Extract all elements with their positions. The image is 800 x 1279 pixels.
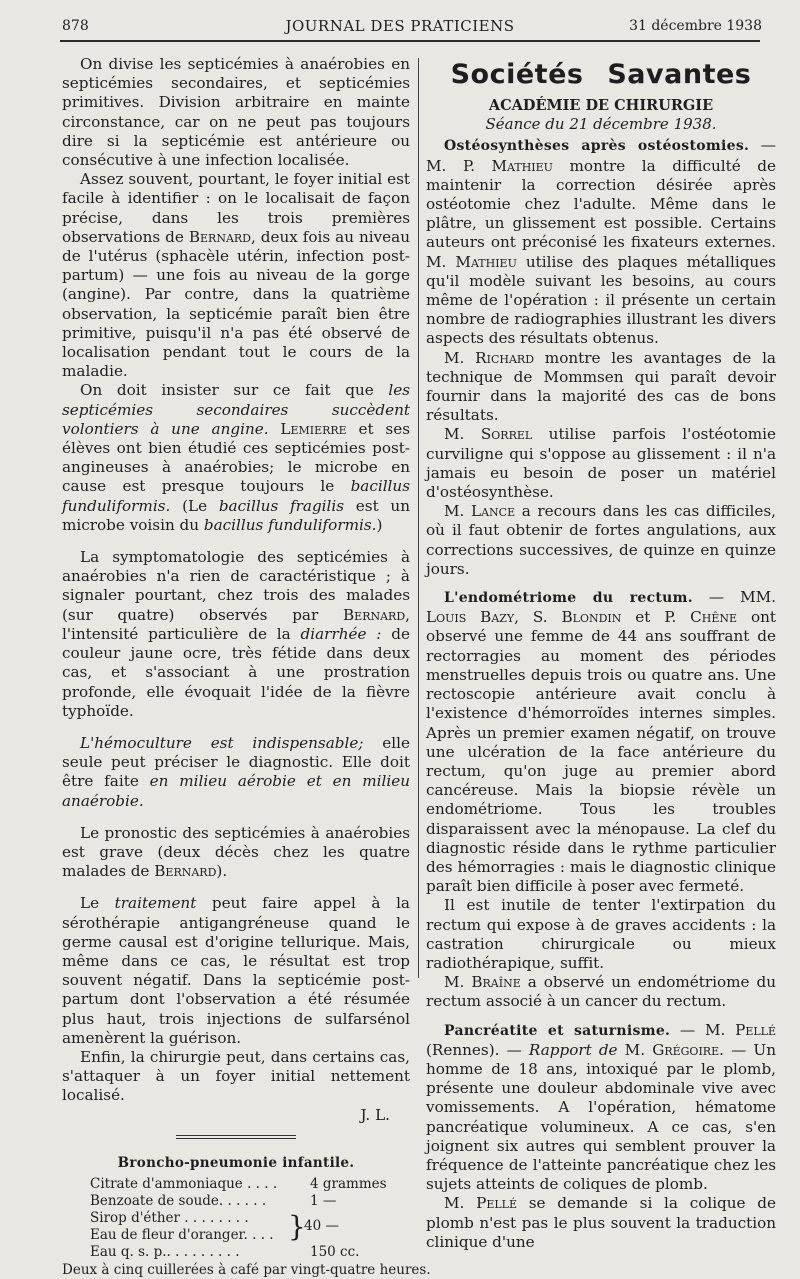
paragraph: On doit insister sur ce fait que les septicémies secondaires succèdent volontiers à une angine. Lemierre et ses élèves ont bien étudié ces septicémies post-angineuses à anaérobies; le microbe en cause est presque toujours le bacillus funduliformis. (Le bacillus fragilis est un microbe voisin du bacillus funduliformis.) (62, 381, 411, 534)
paragraph: Le traitement peut faire appel à la sérothérapie antigangréneuse quand le germe causal est d'origine tellurique. Mais, même dans ce cas, le résultat est trop souvent négatif. Dans la septicémie post-partum dont l'observation a été résumée plus haut, trois injections de sulfarsénol amenèrent la guérison. (62, 894, 410, 1047)
paragraph: M. Richard montre les avantages de la technique de Mommsen qui paraît devoir fournir dans la majorité des cas de bons résultats. (426, 348, 776, 425)
page-number: 878 (62, 18, 89, 34)
paragraph: Pancréatite et saturnisme. — M. Pellé (Rennes). — Rapport de M. Grégoire. — Un homme de 18 ans, intoxiqué par le plomb, présente une douleur abdominale vive avec vomissements. A l'opération, hématome pancréatique volumineux. A ce cas, s'en joignent six autres qui semblent prouver la fréquence de l'atteinte pancréatique chez les sujets atteints de coliques de plomb. (426, 1020, 776, 1194)
right-column (426, 55, 776, 1252)
left-column (62, 55, 431, 1279)
prescription (62, 1154, 431, 1279)
separator-rule (176, 1135, 296, 1139)
paragraph: L'endométriome du rectum. — MM. Louis Bazy, S. Blondin et P. Chêne ont observé une femme de 44 ans souffrant de rectorragies au moment des périodes menstruelles depuis trois ou quatre ans. Une rectoscopie antérieure avait conclu à l'existence d'hémorroïdes internes simples. Après un premier examen négatif, on trouve une ulcération de la face antérieure du rectum, qu'on juge au premier abord cancéreuse. Mais la biopsie révèle un endométriome. Tous les troubles disparaissent avec la ménopause. La clef du diagnostic réside dans le rythme particulier des hémorragies : mais le diagnostic clinique paraît bien difficile à poser avec fermeté. (426, 588, 777, 896)
paragraph: L'hémoculture est indispensable; elle seule peut préciser le diagnostic. Elle doit être faite en milieu aérobie et en milieu anaérobie. (62, 733, 410, 810)
paragraph: La symptomatologie des septicémies à anaérobies n'a rien de caractéristique ; à signaler pourtant, chez trois des malades (sur quatre) observés par Bernard, l'intensité particulière de la diarrhée : de couleur jaune ocre, très fétide dans deux cas, et s'associant à une prostration profonde, elle évoquait l'idée de la fièvre typhoïde. (62, 548, 410, 720)
prescription-row: Sirop d'éther . . . . . . . . Eau de fleur d'oranger. . . . } 40 — (90, 1209, 339, 1243)
paragraph: Enfin, la chirurgie peut, dans certains cas, s'attaquer à un foyer initial nettement localisé. (62, 1047, 410, 1105)
paragraph: M. Braîne a observé un endométriome du rectum associé à un cancer du rectum. (426, 973, 776, 1011)
paragraph: M. Lance a recours dans les cas difficiles, où il faut obtenir de fortes angulations, aux corrections successives, de quinze en quinze jours. (426, 502, 776, 578)
section-title: Sociétés Savantes (450, 59, 752, 90)
prescription-row: Benzoate de soude. . . . . . 1 — (90, 1192, 337, 1209)
session-date: Séance du 21 décembre 1938. (485, 115, 717, 134)
journal-title: JOURNAL DES PRATICIENS (285, 17, 515, 35)
paragraph: Ostéosynthèses après ostéostomies. — M. P. Mathieu montre la difficulté de maintenir la correction désirée après ostéotomie chez l'adulte. Même dans le plâtre, un glissement est possible. Certains auteurs ont préconisé les fixateurs externes. M. Mathieu utilise des plaques métalliques qu'il modèle suivant les besoins, au cours même de l'opération : il présente un certain nombre de radiographies illustrant les divers aspects des résultats obtenus. (426, 136, 776, 348)
paragraph: Il est inutile de tenter l'extirpation du rectum qui expose à de graves accidents : la castration chirurgicale ou mieux radiothérapique, suffit. (426, 896, 776, 972)
paragraph: Assez souvent, pourtant, le foyer initial est facile à identifier : on le localisait de façon précise, dans les trois premières observations de Bernard, deux fois au niveau de l'utérus (sphacèle utérin, infection post-partum) — une fois au niveau de la gorge (angine). Par contre, dans la quatrième observation, la septicémie paraît bien être primitive, puisqu'il n'a pas été observé de localisation pendant tout le cours de la maladie. (62, 170, 410, 381)
prescription-dosage: Deux à cinq cuillerées à café par vingt-quatre heures. (62, 1261, 431, 1278)
paragraph: M. Pellé se demande si la colique de plomb n'est pas le plus souvent la traduction clinique d'une (426, 1194, 776, 1251)
column-divider (418, 58, 419, 978)
paragraph: M. Sorrel utilise parfois l'ostéotomie curviligne qui s'oppose au glissement : il n'a jamais eu besoin de poser un matériel d'ostéosynthèse. (426, 425, 776, 502)
header-rule (60, 40, 760, 42)
academy-heading: ACADÉMIE DE CHIRURGIE (488, 97, 714, 114)
issue-date: 31 décembre 1938 (629, 18, 762, 34)
prescription-row: Eau q. s. p.. . . . . . . . . 150 cc. (90, 1243, 360, 1260)
brace-icon: } (288, 1209, 306, 1243)
page-header (0, 0, 800, 46)
signature: J. L. (360, 1105, 390, 1124)
paragraph: Le pronostic des septicémies à anaérobies est grave (deux décès chez les quatre malades de Bernard). (62, 823, 410, 881)
prescription-title: Broncho-pneumonie infantile. (117, 1154, 355, 1171)
prescription-row: Citrate d'ammoniaque . . . . 4 grammes (90, 1175, 387, 1192)
paragraph: On divise les septicémies à anaérobies en septicémies secondaires, et septicémies primitives. Division arbitraire en mainte circonstance, car on ne peut pas toujours dire si la septicémie est antérieure ou consécutive à une infection localisée. (62, 55, 410, 170)
